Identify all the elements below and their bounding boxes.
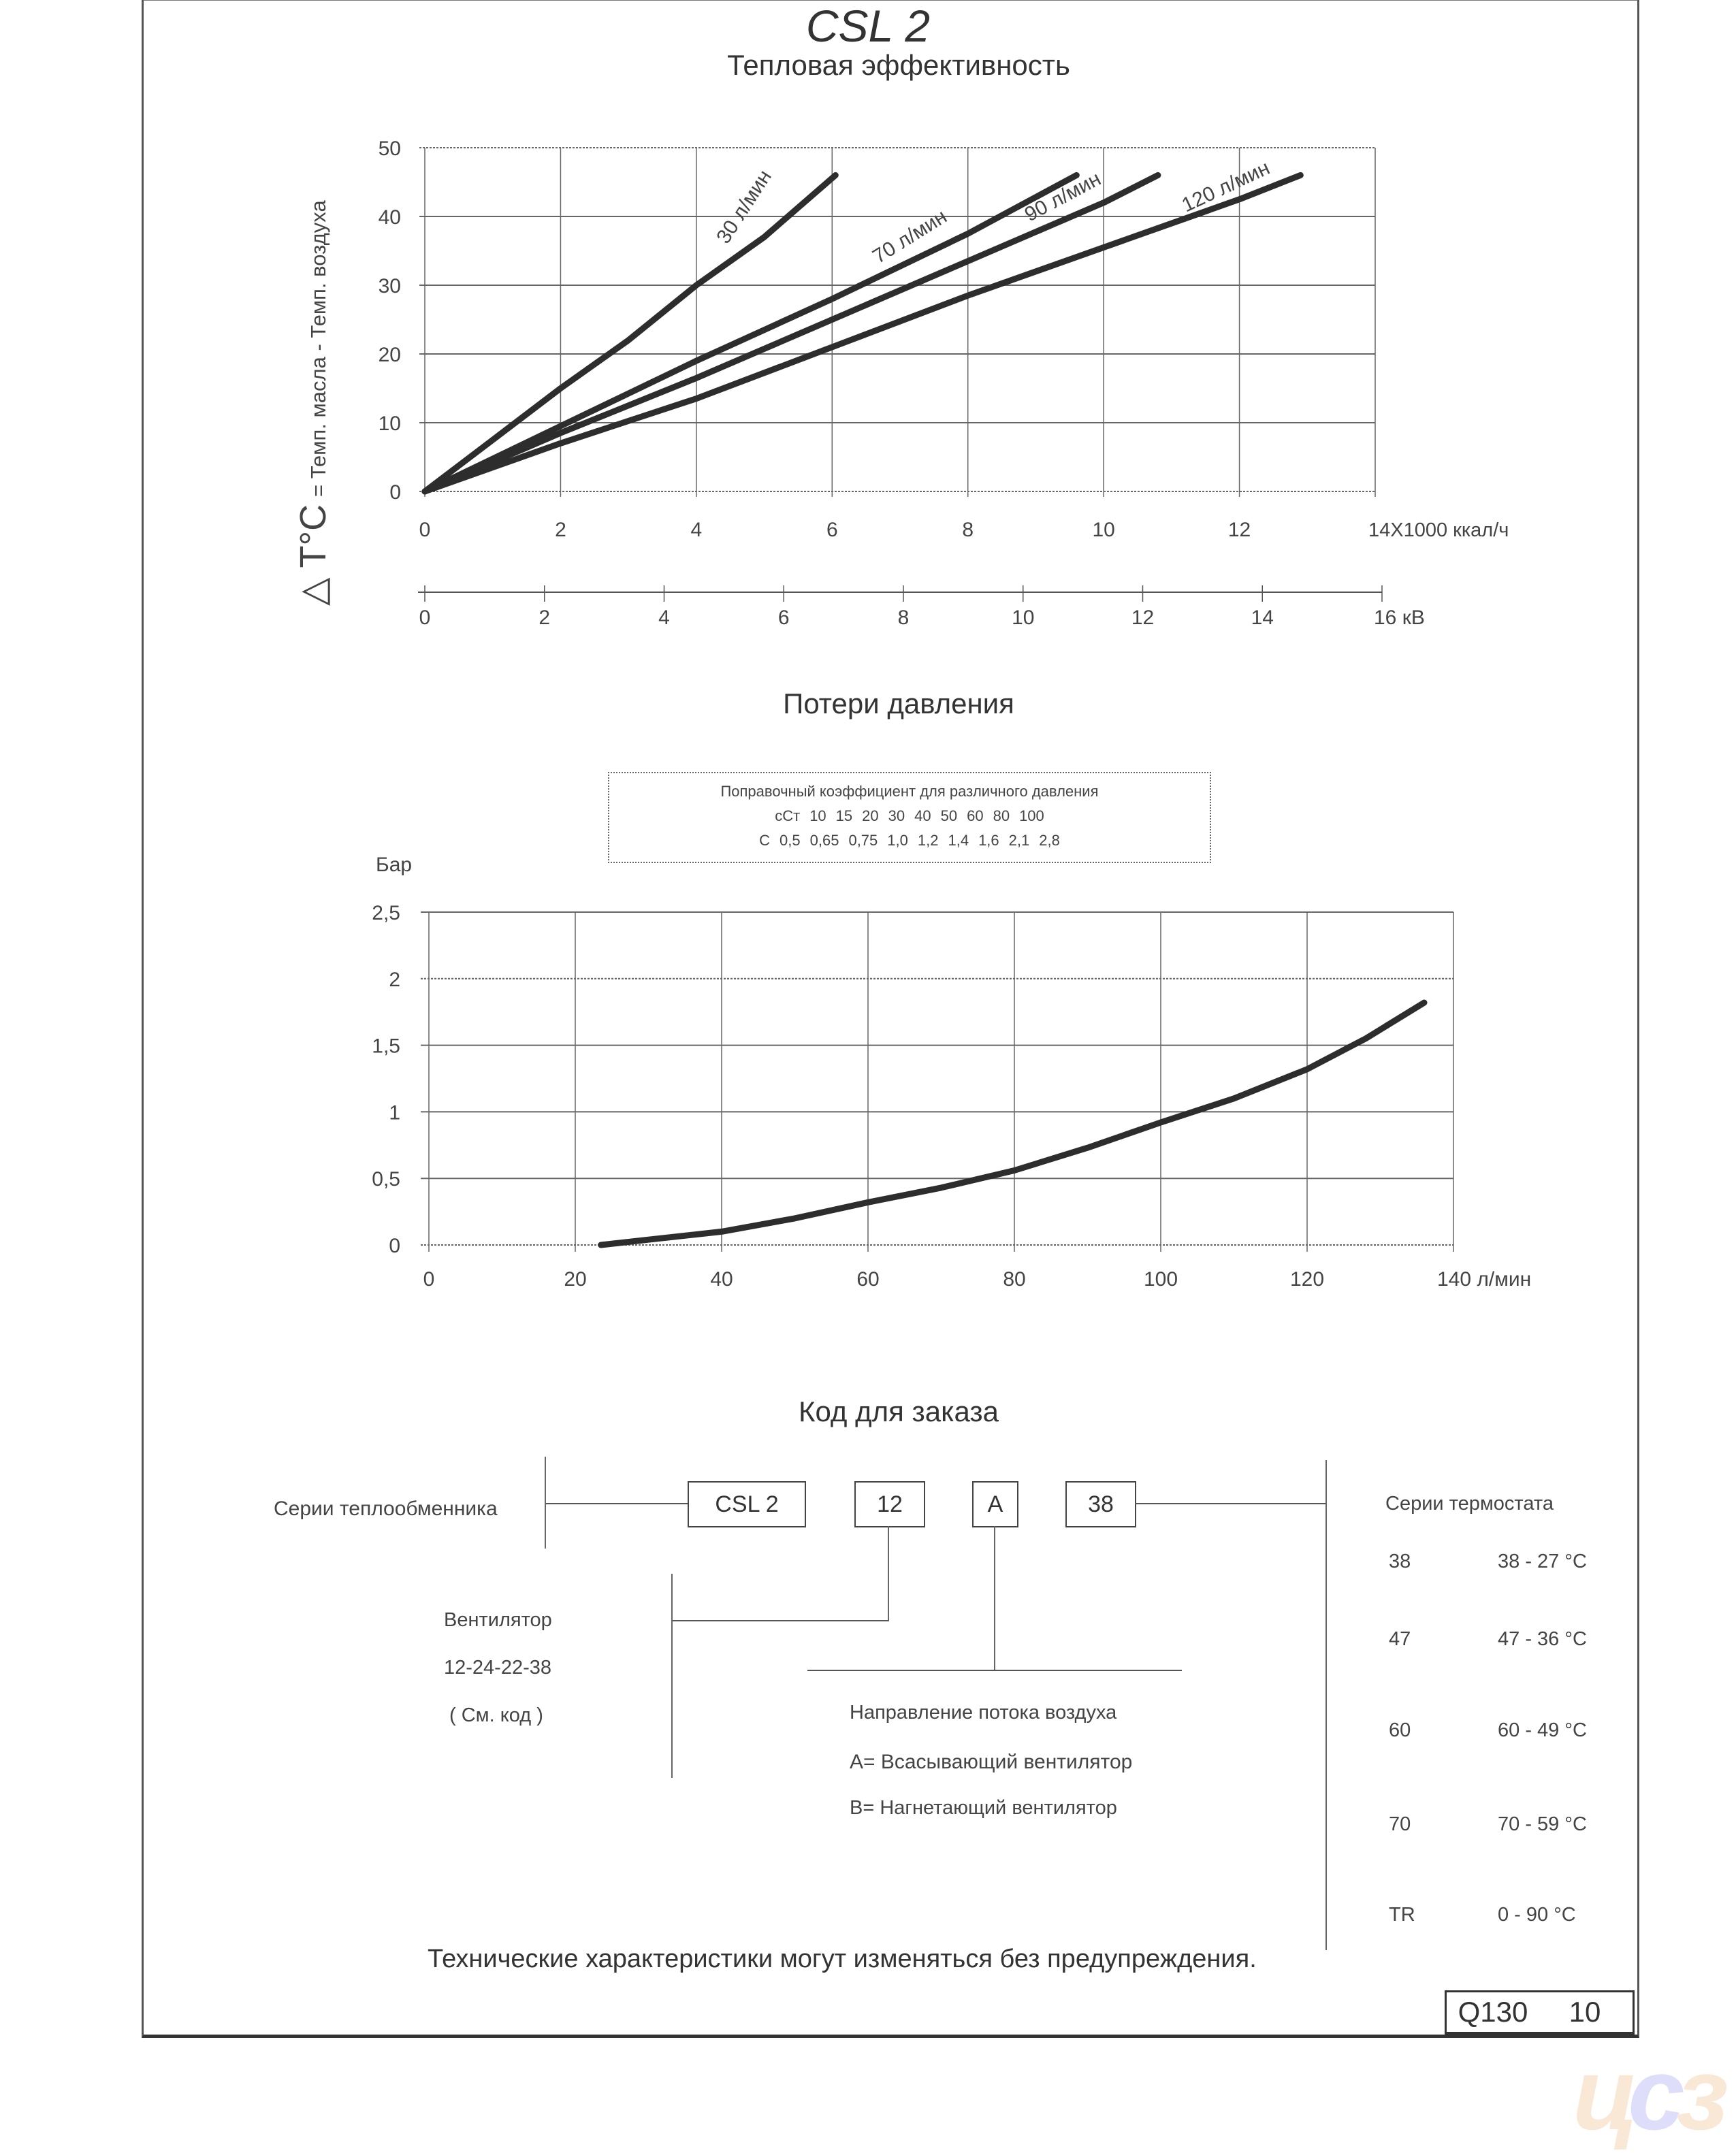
fan-bracket-line: [671, 1574, 673, 1778]
y-axis-symbol: △ T°C: [293, 504, 334, 606]
x-tick-label: 8: [962, 519, 974, 541]
coefficient-value: 1,2: [917, 832, 939, 849]
y-tick-label: 50: [378, 137, 401, 160]
y-tick-label: 0: [389, 481, 401, 504]
x-tick-label: 4: [690, 519, 703, 541]
x-tick-label: 80: [1003, 1268, 1026, 1291]
viscosity-value: 15: [835, 807, 853, 824]
airflow-label: Направление потока воздуха: [850, 1702, 1117, 1723]
coefficient-value: 1,4: [948, 832, 969, 849]
y-tick-label: 20: [378, 344, 401, 366]
thermostat-label: Серии термостата: [1385, 1493, 1554, 1515]
thermostat-code: 60: [1389, 1719, 1411, 1741]
y-axis-text: = Темп. масла - Темп. воздуха: [306, 200, 330, 497]
x-tick-label: 60: [856, 1268, 880, 1291]
viscosity-value: 50: [940, 807, 958, 824]
y-tick-label: 1: [389, 1101, 400, 1124]
coefficient-value: 0,65: [809, 832, 839, 849]
thermal-chart-title: Тепловая эффективность: [727, 49, 1070, 81]
viscosity-unit-label: cСт: [775, 807, 801, 824]
viscosity-value: 80: [993, 807, 1010, 824]
x-tick-label: 6: [826, 519, 838, 541]
x-tick-label: 2: [555, 519, 566, 541]
series-line: [425, 175, 1300, 491]
thermostat-code: 38: [1389, 1551, 1411, 1572]
x-tick-label: 0: [423, 1268, 435, 1291]
series-label: Серии теплообменника: [274, 1498, 498, 1520]
coefficient-value: 1,0: [887, 832, 908, 849]
series-label: 30 л/мин: [712, 165, 777, 248]
viscosity-value: 100: [1019, 807, 1044, 824]
airflow-drop-line: [994, 1526, 995, 1670]
y-tick-label: 10: [378, 412, 401, 435]
coefficient-value: 2,1: [1008, 832, 1030, 849]
thermostat-range: 70 - 59 °C: [1498, 1813, 1587, 1835]
thermostat-range: 38 - 27 °C: [1498, 1551, 1587, 1572]
y-tick-label: 2: [389, 968, 400, 991]
thermostat-range: 0 - 90 °C: [1498, 1904, 1576, 1926]
series-connector-line: [546, 1503, 688, 1504]
correction-table-title: Поправочный коэффициент для различного давления: [720, 783, 1099, 800]
kw-tick-label: 14: [1251, 606, 1274, 629]
fan-drop-line: [888, 1526, 889, 1621]
watermark-logo: [1573, 2035, 1722, 2153]
series-label: 70 л/мин: [869, 205, 951, 268]
series-line: [425, 175, 1158, 491]
disclaimer-note: Технические характеристики могут изменяться без предупреждения.: [428, 1945, 1257, 1973]
kw-tick-label: 4: [658, 606, 670, 629]
thermostat-range: 60 - 49 °C: [1498, 1719, 1587, 1741]
x-tick-label: 100: [1143, 1268, 1178, 1291]
fan-connector-line: [672, 1620, 888, 1621]
viscosity-value: 20: [862, 807, 879, 824]
viscosity-value: 40: [914, 807, 931, 824]
viscosity-value: 30: [888, 807, 905, 824]
x-axis-label: 14X1000 ккал/ч: [1368, 519, 1509, 541]
kw-tick-label: 8: [897, 606, 910, 629]
thermostat-connector-line: [1135, 1503, 1325, 1504]
coefficient-value: 1,6: [978, 832, 999, 849]
coefficient-value: 0,75: [848, 832, 878, 849]
viscosity-value: 10: [809, 807, 826, 824]
code-box-thermostat: 38: [1065, 1481, 1136, 1527]
thermal-chart: [0, 0, 1736, 653]
y-tick-label: 30: [378, 275, 401, 297]
airflow-option-a: A= Всасывающий вентилятор: [850, 1751, 1133, 1773]
y-tick-label: 0: [389, 1235, 400, 1257]
y-tick-label: 2,5: [372, 902, 400, 924]
kw-tick-label: 2: [539, 606, 551, 629]
page-title: CSL 2: [805, 1, 931, 51]
series-line: [425, 175, 835, 491]
code-box-airflow: A: [972, 1481, 1018, 1527]
code-box-fan: 12: [854, 1481, 925, 1527]
fan-values: 12-24-22-38: [444, 1657, 551, 1679]
thermostat-code: 47: [1389, 1628, 1411, 1650]
fan-note: ( См. код ): [449, 1704, 543, 1726]
pressure-curve: [601, 1003, 1424, 1245]
watermark-letter: с: [1628, 2037, 1677, 2151]
x-tick-label: 10: [1092, 519, 1115, 541]
y-axis-label: Бар: [376, 854, 413, 876]
x-tick-label: 20: [564, 1268, 587, 1291]
series-label: 90 л/мин: [1020, 167, 1105, 227]
x-tick-label: 120: [1289, 1268, 1325, 1291]
thermostat-bracket-line: [1325, 1460, 1327, 1950]
pressure-chart: [0, 817, 1736, 1307]
kw-tick-label: 6: [777, 606, 790, 629]
kw-axis-label: 16 кВ: [1374, 606, 1425, 629]
airflow-option-b: B= Нагнетающий вентилятор: [850, 1797, 1117, 1819]
y-tick-label: 1,5: [372, 1035, 400, 1058]
thermostat-code: TR: [1389, 1904, 1415, 1926]
kw-tick-label: 10: [1012, 606, 1035, 629]
coefficient-value: 2,8: [1039, 832, 1060, 849]
kw-tick-label: 12: [1131, 606, 1155, 629]
watermark-letter: ц: [1573, 2037, 1628, 2151]
y-tick-label: 40: [378, 206, 401, 229]
fan-label: Вентилятор: [444, 1609, 552, 1631]
thermostat-code: 70: [1389, 1813, 1411, 1835]
kw-tick-label: 0: [419, 606, 431, 629]
code-box-series: CSL 2: [688, 1481, 806, 1527]
x-tick-label: 12: [1227, 519, 1251, 541]
order-code-title: Код для заказа: [799, 1395, 999, 1427]
x-tick-label: 0: [419, 519, 431, 541]
y-tick-label: 0,5: [372, 1168, 400, 1191]
document-code: Q130: [1445, 1990, 1541, 2035]
coefficient-value: 0,5: [779, 832, 801, 849]
series-label: 120 л/мин: [1178, 157, 1274, 217]
x-axis-label: 140 л/мин: [1437, 1268, 1532, 1291]
pressure-chart-title: Потери давления: [783, 687, 1014, 719]
airflow-connector-line: [807, 1670, 1182, 1671]
series-line: [425, 175, 1076, 491]
x-tick-label: 40: [710, 1268, 733, 1291]
watermark-letter: з: [1676, 2037, 1722, 2151]
coefficient-label: C: [759, 832, 771, 849]
viscosity-value: 60: [967, 807, 984, 824]
thermostat-range: 47 - 36 °C: [1498, 1628, 1587, 1650]
page-number: 10: [1537, 1990, 1635, 2035]
y-axis-label: [293, 200, 334, 606]
